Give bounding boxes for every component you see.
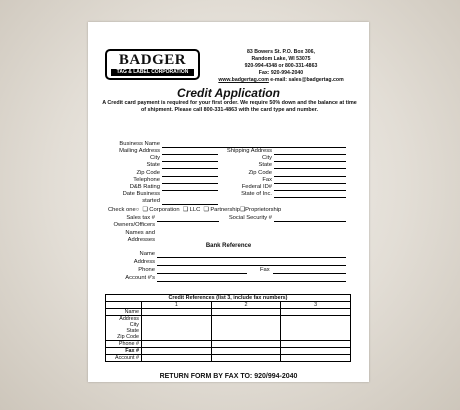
ship-city-field[interactable] — [274, 161, 346, 162]
bank-phone-label: Phone — [138, 267, 155, 273]
credit-references-table — [105, 294, 351, 362]
row-label: State — [106, 328, 142, 334]
ship-city-label: City — [262, 155, 272, 161]
row-label: City — [106, 322, 142, 328]
ship-state-label: State — [258, 162, 272, 168]
column-header: 2 — [211, 302, 281, 309]
website-link[interactable]: www.badgertag.com — [218, 77, 269, 83]
date-started-field[interactable] — [162, 204, 218, 205]
fax-field[interactable] — [274, 183, 346, 184]
logo-tagline: TAG & LABEL CORPORATION — [111, 69, 194, 76]
address-line: 920-994-4348 or 800-331-4863 — [244, 63, 318, 69]
row-label: Zip Code — [106, 334, 142, 341]
table-cell[interactable] — [142, 355, 212, 362]
shipping-address-field[interactable] — [274, 154, 346, 155]
checkbox-partnership[interactable]: ❑ Partnership — [201, 207, 240, 213]
state-label: State — [146, 162, 160, 168]
row-label: Phone # — [106, 341, 142, 348]
bank-name-field[interactable] — [157, 257, 346, 258]
mailing-address-field[interactable] — [162, 154, 218, 155]
bank-name-label: Name — [139, 251, 155, 257]
row-label: Account # — [106, 355, 142, 362]
dnb-rating-field[interactable] — [162, 190, 218, 191]
page-title: Credit Application — [177, 86, 280, 100]
contact-line — [206, 77, 356, 84]
bank-account-label: Account #'s — [125, 275, 155, 281]
table-cell[interactable] — [142, 341, 212, 348]
bank-address-field[interactable] — [157, 265, 346, 266]
dnb-rating-label: D&B Rating — [129, 184, 160, 190]
company-logo — [105, 49, 200, 80]
checkbox-proprietorship[interactable]: ❑Proprietorship — [239, 207, 282, 213]
table-cell[interactable] — [211, 355, 281, 362]
state-of-inc-field[interactable] — [274, 197, 346, 198]
table-cell[interactable] — [142, 348, 212, 355]
table-cell[interactable] — [142, 309, 212, 316]
state-field[interactable] — [162, 168, 218, 169]
credit-application-form — [88, 22, 369, 382]
zip-code-label: Zip Code — [136, 170, 160, 176]
bank-reference-title: Bank Reference — [205, 243, 252, 249]
address-line: Random Lake, WI 53075 — [251, 56, 311, 62]
telephone-label: Telephone — [133, 177, 160, 183]
federal-id-label: Federal ID# — [241, 184, 272, 190]
city-field[interactable] — [162, 161, 218, 162]
business-name-label: Business Name — [119, 141, 160, 147]
row-label: Fax # — [106, 348, 142, 355]
check-one-label: Check one — [108, 207, 136, 213]
date-business-label: Date Business — [122, 191, 160, 197]
column-header: 3 — [281, 302, 351, 309]
checkbox-corporation[interactable]: ❑ Corporation — [140, 207, 180, 213]
federal-id-field[interactable] — [274, 190, 346, 191]
social-security-label: Social Security # — [228, 215, 272, 221]
bank-phone-field[interactable] — [157, 273, 247, 274]
mailing-address-label: Mailing Address — [119, 148, 160, 154]
intro-text: A Credit card payment is required for your first order. We require 50% down and the balance at time of shipment. Please call 800-331-4863 with the card type and number. — [102, 100, 357, 113]
table-cell[interactable] — [281, 348, 351, 355]
ship-zip-field[interactable] — [274, 176, 346, 177]
bank-account-field[interactable] — [157, 281, 346, 282]
fax-label: Fax — [262, 177, 272, 183]
bank-address-label: Address — [133, 259, 155, 265]
column-header: 1 — [142, 302, 212, 309]
bank-fax-label: Fax — [260, 267, 270, 273]
owners-officers-label: Owners/Officers Names and Addresses — [113, 222, 155, 243]
sales-tax-field[interactable] — [157, 221, 219, 222]
table-cell[interactable] — [281, 355, 351, 362]
shipping-address-label: Shipping Address — [226, 148, 272, 154]
zip-code-field[interactable] — [162, 176, 218, 177]
table-corner — [106, 302, 142, 309]
ship-state-field[interactable] — [274, 168, 346, 169]
table-cell[interactable] — [211, 309, 281, 316]
table-cell[interactable] — [281, 341, 351, 348]
city-label: City — [150, 155, 160, 161]
table-cell[interactable] — [211, 341, 281, 348]
radio-icon: ○ — [135, 207, 140, 213]
table-cell[interactable] — [281, 309, 351, 316]
email-text: e-mail: sales@badgertag.com — [268, 77, 344, 83]
telephone-field[interactable] — [162, 183, 218, 184]
address-line: Fax: 920-994-2040 — [258, 70, 304, 76]
social-security-field[interactable] — [274, 221, 346, 222]
return-instructions: RETURN FORM BY FAX TO: 920/994-2040 — [159, 373, 298, 380]
sales-tax-label: Sales tax # — [126, 215, 155, 221]
logo-name: BADGER — [118, 52, 187, 68]
checkbox-llc[interactable]: ❑ LLC — [181, 207, 201, 213]
address-line: 83 Bowers St. P.O. Box 306, — [247, 49, 315, 55]
credit-references-title: Credit References (list 3, include fax numbers) — [106, 295, 351, 302]
company-address — [206, 49, 356, 84]
ship-zip-label: Zip Code — [248, 170, 272, 176]
row-label: Name — [106, 309, 142, 316]
state-of-inc-label: State of Inc. — [241, 191, 272, 197]
table-cell[interactable] — [211, 348, 281, 355]
check-one-row — [108, 207, 281, 214]
started-label: started — [142, 198, 160, 204]
bank-fax-field[interactable] — [273, 273, 346, 274]
row-label: Address — [106, 316, 142, 323]
